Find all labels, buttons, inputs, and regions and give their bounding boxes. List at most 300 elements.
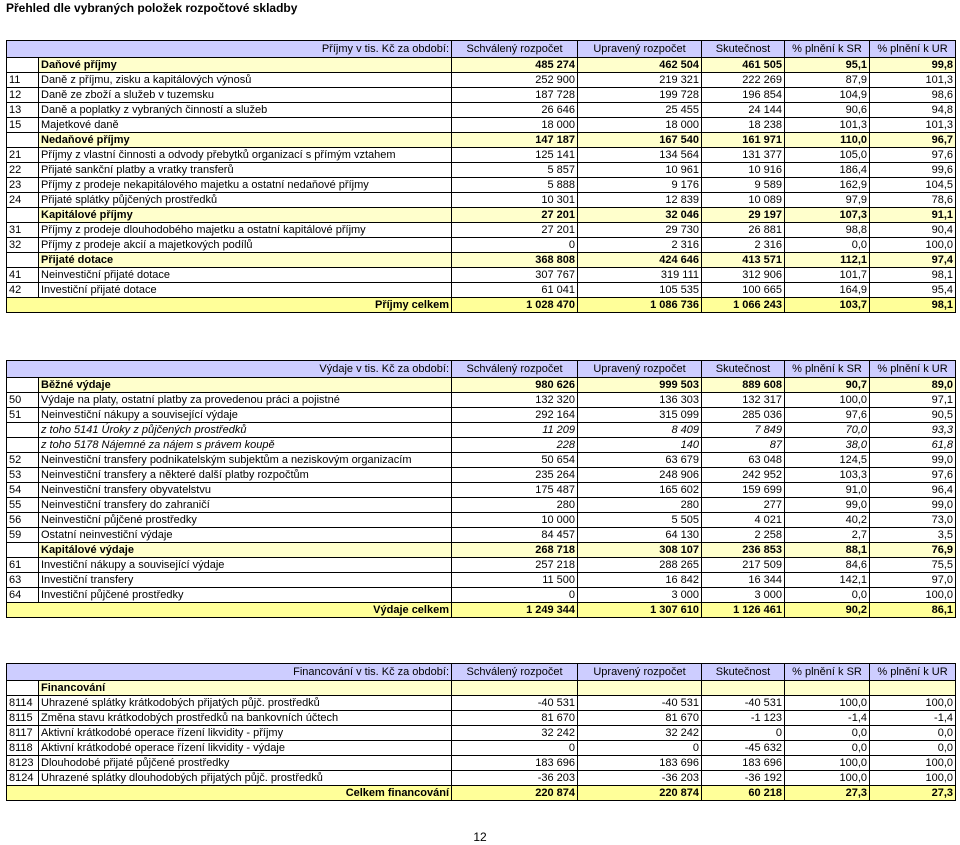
row-value: 308 107 bbox=[578, 543, 702, 558]
row-code: 32 bbox=[7, 238, 39, 253]
row-value: 100,0 bbox=[785, 393, 870, 408]
row-name: Běžné výdaje bbox=[39, 378, 452, 393]
row-value: 100,0 bbox=[785, 696, 870, 711]
column-header: Upravený rozpočet bbox=[578, 361, 702, 378]
row-value: 78,6 bbox=[870, 193, 956, 208]
subitem-row bbox=[7, 423, 956, 438]
row-name: z toho 5141 Úroky z půjčených prostředků bbox=[39, 423, 452, 438]
row-code bbox=[7, 681, 39, 696]
row-value: 7 849 bbox=[702, 423, 785, 438]
page-title: Přehled dle vybraných položek rozpočtové skladby bbox=[6, 1, 298, 15]
row-value: 2 316 bbox=[578, 238, 702, 253]
row-name: Příjmy z vlastní činnosti a odvody přebytků organizací s přímým vztahem bbox=[39, 148, 452, 163]
row-value: 76,9 bbox=[870, 543, 956, 558]
prijmy-section bbox=[6, 40, 955, 313]
row-code: 54 bbox=[7, 483, 39, 498]
row-value: 889 608 bbox=[702, 378, 785, 393]
row-value: 12 839 bbox=[578, 193, 702, 208]
row-value: 11 209 bbox=[452, 423, 578, 438]
row-value: 100,0 bbox=[785, 771, 870, 786]
row-value: 285 036 bbox=[702, 408, 785, 423]
row-value: 999 503 bbox=[578, 378, 702, 393]
total-value: 27,3 bbox=[785, 786, 870, 801]
row-name: Neinvestiční transfery do zahraničí bbox=[39, 498, 452, 513]
row-value: 2,7 bbox=[785, 528, 870, 543]
row-value: 4 021 bbox=[702, 513, 785, 528]
row-code bbox=[7, 423, 39, 438]
row-value: 40,2 bbox=[785, 513, 870, 528]
row-value: 0 bbox=[452, 588, 578, 603]
row-name: Majetkové daně bbox=[39, 118, 452, 133]
total-value: 98,1 bbox=[870, 298, 956, 313]
row-value: 87,9 bbox=[785, 73, 870, 88]
row-code: 51 bbox=[7, 408, 39, 423]
row-value: 147 187 bbox=[452, 133, 578, 148]
row-name: Aktivní krátkodobé operace řízení likvidity - příjmy bbox=[39, 726, 452, 741]
table-row bbox=[7, 393, 956, 408]
row-value: 319 111 bbox=[578, 268, 702, 283]
table-row bbox=[7, 513, 956, 528]
column-header: Schválený rozpočet bbox=[452, 664, 578, 681]
row-value: 94,8 bbox=[870, 103, 956, 118]
row-code bbox=[7, 208, 39, 223]
row-value: 100,0 bbox=[870, 696, 956, 711]
row-code: 42 bbox=[7, 283, 39, 298]
financovani-section bbox=[6, 663, 955, 801]
table-row bbox=[7, 468, 956, 483]
row-code bbox=[7, 133, 39, 148]
table-row bbox=[7, 771, 956, 786]
row-value: 199 728 bbox=[578, 88, 702, 103]
row-value: 90,6 bbox=[785, 103, 870, 118]
row-name: Uhrazené splátky krátkodobých přijatých půjč. prostředků bbox=[39, 696, 452, 711]
row-code: 22 bbox=[7, 163, 39, 178]
total-value: 1 249 344 bbox=[452, 603, 578, 618]
row-value: 97,6 bbox=[785, 408, 870, 423]
row-name: Investiční půjčené prostředky bbox=[39, 588, 452, 603]
column-header: Upravený rozpočet bbox=[578, 664, 702, 681]
row-value: 235 264 bbox=[452, 468, 578, 483]
row-name: Neinvestiční transfery obyvatelstvu bbox=[39, 483, 452, 498]
row-value: 105 535 bbox=[578, 283, 702, 298]
row-value: 5 888 bbox=[452, 178, 578, 193]
row-value: 84,6 bbox=[785, 558, 870, 573]
row-value: 131 377 bbox=[702, 148, 785, 163]
row-value: 186,4 bbox=[785, 163, 870, 178]
row-name: Přijaté sankční platby a vratky transferů bbox=[39, 163, 452, 178]
row-value: 10 301 bbox=[452, 193, 578, 208]
row-name: z toho 5178 Nájemné za nájem s právem koupě bbox=[39, 438, 452, 453]
row-code bbox=[7, 253, 39, 268]
row-value: 236 853 bbox=[702, 543, 785, 558]
row-value: 142,1 bbox=[785, 573, 870, 588]
row-name: Změna stavu krátkodobých prostředků na bankovních účtech bbox=[39, 711, 452, 726]
row-value bbox=[785, 681, 870, 696]
subitem-row bbox=[7, 438, 956, 453]
row-value: -40 531 bbox=[702, 696, 785, 711]
column-header: % plnění k SR bbox=[785, 41, 870, 58]
row-code: 12 bbox=[7, 88, 39, 103]
row-value: -40 531 bbox=[578, 696, 702, 711]
table-row bbox=[7, 711, 956, 726]
header-row bbox=[7, 664, 956, 681]
row-value: 63 679 bbox=[578, 453, 702, 468]
row-value: 0,0 bbox=[785, 588, 870, 603]
row-code: 55 bbox=[7, 498, 39, 513]
vydaje-section bbox=[6, 360, 955, 618]
financovani-table bbox=[6, 663, 956, 801]
row-value: 0 bbox=[452, 741, 578, 756]
row-value: 63 048 bbox=[702, 453, 785, 468]
header-label: Příjmy v tis. Kč za období: bbox=[7, 41, 452, 58]
row-value: 38,0 bbox=[785, 438, 870, 453]
row-value: 183 696 bbox=[702, 756, 785, 771]
row-value: 228 bbox=[452, 438, 578, 453]
row-code: 8114 bbox=[7, 696, 39, 711]
row-value: 101,3 bbox=[785, 118, 870, 133]
row-value: 2 258 bbox=[702, 528, 785, 543]
row-code: 24 bbox=[7, 193, 39, 208]
row-value: 16 344 bbox=[702, 573, 785, 588]
row-value: 97,6 bbox=[870, 148, 956, 163]
row-value: 132 317 bbox=[702, 393, 785, 408]
row-value: 100,0 bbox=[785, 756, 870, 771]
category-row bbox=[7, 378, 956, 393]
row-value: 16 842 bbox=[578, 573, 702, 588]
table-row bbox=[7, 88, 956, 103]
row-value: 161 971 bbox=[702, 133, 785, 148]
total-value: 27,3 bbox=[870, 786, 956, 801]
column-header: Skutečnost bbox=[702, 361, 785, 378]
row-name: Daně z příjmu, zisku a kapitálových výnosů bbox=[39, 73, 452, 88]
row-value: 8 409 bbox=[578, 423, 702, 438]
row-value: 26 881 bbox=[702, 223, 785, 238]
row-name: Investiční přijaté dotace bbox=[39, 283, 452, 298]
row-value: 100 665 bbox=[702, 283, 785, 298]
row-value: 96,7 bbox=[870, 133, 956, 148]
row-value: 175 487 bbox=[452, 483, 578, 498]
row-value: 5 857 bbox=[452, 163, 578, 178]
row-name: Financování bbox=[39, 681, 452, 696]
table-row bbox=[7, 118, 956, 133]
row-name: Daně ze zboží a služeb v tuzemsku bbox=[39, 88, 452, 103]
table-row bbox=[7, 588, 956, 603]
row-value: 187 728 bbox=[452, 88, 578, 103]
row-code: 8117 bbox=[7, 726, 39, 741]
row-value bbox=[578, 681, 702, 696]
row-value: 103,3 bbox=[785, 468, 870, 483]
row-value: 18 000 bbox=[452, 118, 578, 133]
row-value: 164,9 bbox=[785, 283, 870, 298]
header-label: Výdaje v tis. Kč za období: bbox=[7, 361, 452, 378]
total-row bbox=[7, 603, 956, 618]
row-value: 96,4 bbox=[870, 483, 956, 498]
row-value: 98,6 bbox=[870, 88, 956, 103]
row-value: 3 000 bbox=[578, 588, 702, 603]
row-name: Přijaté dotace bbox=[39, 253, 452, 268]
row-code bbox=[7, 438, 39, 453]
row-value: 280 bbox=[578, 498, 702, 513]
row-value: 0,0 bbox=[870, 741, 956, 756]
total-value: 1 086 736 bbox=[578, 298, 702, 313]
row-code: 64 bbox=[7, 588, 39, 603]
row-value: 252 900 bbox=[452, 73, 578, 88]
row-value: 485 274 bbox=[452, 58, 578, 73]
row-value: 10 000 bbox=[452, 513, 578, 528]
row-value: 87 bbox=[702, 438, 785, 453]
row-code bbox=[7, 378, 39, 393]
row-value: 280 bbox=[452, 498, 578, 513]
row-value: 461 505 bbox=[702, 58, 785, 73]
row-code bbox=[7, 58, 39, 73]
row-value: 99,6 bbox=[870, 163, 956, 178]
header-row bbox=[7, 361, 956, 378]
total-label: Výdaje celkem bbox=[7, 603, 452, 618]
table-row bbox=[7, 223, 956, 238]
row-value: 97,1 bbox=[870, 393, 956, 408]
row-code: 8115 bbox=[7, 711, 39, 726]
row-value: 217 509 bbox=[702, 558, 785, 573]
row-value: 32 242 bbox=[578, 726, 702, 741]
row-value: -36 203 bbox=[578, 771, 702, 786]
row-value: 5 505 bbox=[578, 513, 702, 528]
table-row bbox=[7, 528, 956, 543]
row-value: 100,0 bbox=[870, 771, 956, 786]
row-value: 98,8 bbox=[785, 223, 870, 238]
row-value: 91,0 bbox=[785, 483, 870, 498]
row-name: Neinvestiční nákupy a související výdaje bbox=[39, 408, 452, 423]
row-value: 167 540 bbox=[578, 133, 702, 148]
table-row bbox=[7, 453, 956, 468]
row-value: 10 961 bbox=[578, 163, 702, 178]
row-value: 64 130 bbox=[578, 528, 702, 543]
row-value: 0,0 bbox=[785, 238, 870, 253]
table-row bbox=[7, 726, 956, 741]
row-value: 11 500 bbox=[452, 573, 578, 588]
row-value: 307 767 bbox=[452, 268, 578, 283]
row-value: 292 164 bbox=[452, 408, 578, 423]
header-row bbox=[7, 41, 956, 58]
row-value: 0,0 bbox=[785, 726, 870, 741]
row-name: Uhrazené splátky dlouhodobých přijatých půjč. prostředků bbox=[39, 771, 452, 786]
row-value: 140 bbox=[578, 438, 702, 453]
row-value: 257 218 bbox=[452, 558, 578, 573]
table-row bbox=[7, 238, 956, 253]
total-value: 90,2 bbox=[785, 603, 870, 618]
row-value: -40 531 bbox=[452, 696, 578, 711]
row-value: 424 646 bbox=[578, 253, 702, 268]
row-value: 112,1 bbox=[785, 253, 870, 268]
total-value: 220 874 bbox=[578, 786, 702, 801]
column-header: Skutečnost bbox=[702, 41, 785, 58]
row-value: 248 906 bbox=[578, 468, 702, 483]
table-row bbox=[7, 73, 956, 88]
row-value: 101,3 bbox=[870, 73, 956, 88]
row-value: 27 201 bbox=[452, 208, 578, 223]
category-row bbox=[7, 681, 956, 696]
table-row bbox=[7, 483, 956, 498]
row-value: 0 bbox=[578, 741, 702, 756]
row-name: Přijaté splátky půjčených prostředků bbox=[39, 193, 452, 208]
row-value: 32 046 bbox=[578, 208, 702, 223]
column-header: % plnění k UR bbox=[870, 41, 956, 58]
category-row bbox=[7, 58, 956, 73]
page-number: 12 bbox=[473, 830, 487, 844]
row-name: Nedaňové příjmy bbox=[39, 133, 452, 148]
row-name: Dlouhodobé přijaté půjčené prostředky bbox=[39, 756, 452, 771]
row-name: Kapitálové výdaje bbox=[39, 543, 452, 558]
row-name: Daně a poplatky z vybraných činností a služeb bbox=[39, 103, 452, 118]
row-value: 462 504 bbox=[578, 58, 702, 73]
total-value: 1 126 461 bbox=[702, 603, 785, 618]
row-value: 10 916 bbox=[702, 163, 785, 178]
row-value: -36 192 bbox=[702, 771, 785, 786]
row-value: 97,4 bbox=[870, 253, 956, 268]
row-value: 2 316 bbox=[702, 238, 785, 253]
row-code: 56 bbox=[7, 513, 39, 528]
header-label: Financování v tis. Kč za období: bbox=[7, 664, 452, 681]
column-header: % plnění k SR bbox=[785, 361, 870, 378]
row-value: -45 632 bbox=[702, 741, 785, 756]
row-value: 107,3 bbox=[785, 208, 870, 223]
row-name: Příjmy z prodeje dlouhodobého majetku a ostatní kapitálové příjmy bbox=[39, 223, 452, 238]
row-value: 75,5 bbox=[870, 558, 956, 573]
row-name: Neinvestiční transfery podnikatelským subjektům a neziskovým organizacím bbox=[39, 453, 452, 468]
row-value: 29 730 bbox=[578, 223, 702, 238]
row-value: 50 654 bbox=[452, 453, 578, 468]
total-value: 60 218 bbox=[702, 786, 785, 801]
row-value: 99,0 bbox=[785, 498, 870, 513]
row-value bbox=[702, 681, 785, 696]
row-value: 0 bbox=[452, 238, 578, 253]
row-value: 24 144 bbox=[702, 103, 785, 118]
row-value: 132 320 bbox=[452, 393, 578, 408]
row-name: Investiční transfery bbox=[39, 573, 452, 588]
row-value: 183 696 bbox=[452, 756, 578, 771]
row-code: 8118 bbox=[7, 741, 39, 756]
row-value: 90,4 bbox=[870, 223, 956, 238]
row-value: 0,0 bbox=[785, 741, 870, 756]
row-value: -36 203 bbox=[452, 771, 578, 786]
row-value: 288 265 bbox=[578, 558, 702, 573]
row-value: 222 269 bbox=[702, 73, 785, 88]
row-code: 52 bbox=[7, 453, 39, 468]
row-value: 73,0 bbox=[870, 513, 956, 528]
row-value bbox=[452, 681, 578, 696]
column-header: Skutečnost bbox=[702, 664, 785, 681]
row-value: 27 201 bbox=[452, 223, 578, 238]
table-row bbox=[7, 498, 956, 513]
row-value: 219 321 bbox=[578, 73, 702, 88]
row-value: 9 176 bbox=[578, 178, 702, 193]
row-value: 97,6 bbox=[870, 468, 956, 483]
column-header: Schválený rozpočet bbox=[452, 41, 578, 58]
row-value: 101,7 bbox=[785, 268, 870, 283]
row-name: Kapitálové příjmy bbox=[39, 208, 452, 223]
row-value: 104,9 bbox=[785, 88, 870, 103]
total-label: Celkem financování bbox=[7, 786, 452, 801]
row-value: 101,3 bbox=[870, 118, 956, 133]
table-row bbox=[7, 178, 956, 193]
row-value: 99,0 bbox=[870, 498, 956, 513]
row-value: 91,1 bbox=[870, 208, 956, 223]
row-value: 165 602 bbox=[578, 483, 702, 498]
row-value: 81 670 bbox=[452, 711, 578, 726]
row-value: 242 952 bbox=[702, 468, 785, 483]
table-row bbox=[7, 283, 956, 298]
row-value: 0 bbox=[702, 726, 785, 741]
row-value: 3,5 bbox=[870, 528, 956, 543]
row-value: 268 718 bbox=[452, 543, 578, 558]
row-value: 90,5 bbox=[870, 408, 956, 423]
row-value: 99,8 bbox=[870, 58, 956, 73]
category-row bbox=[7, 208, 956, 223]
row-value: 0,0 bbox=[870, 726, 956, 741]
total-value: 86,1 bbox=[870, 603, 956, 618]
total-value: 1 066 243 bbox=[702, 298, 785, 313]
row-value: 89,0 bbox=[870, 378, 956, 393]
row-name: Příjmy z prodeje nekapitálového majetku a ostatní nedaňové příjmy bbox=[39, 178, 452, 193]
row-code: 15 bbox=[7, 118, 39, 133]
row-value: 100,0 bbox=[870, 756, 956, 771]
row-value: 61,8 bbox=[870, 438, 956, 453]
row-name: Výdaje na platy, ostatní platby za provedenou práci a pojistné bbox=[39, 393, 452, 408]
row-value: 97,9 bbox=[785, 193, 870, 208]
row-value: 315 099 bbox=[578, 408, 702, 423]
row-value: 32 242 bbox=[452, 726, 578, 741]
row-value: -1,4 bbox=[870, 711, 956, 726]
row-code: 8124 bbox=[7, 771, 39, 786]
row-value: 95,4 bbox=[870, 283, 956, 298]
column-header: % plnění k UR bbox=[870, 361, 956, 378]
row-value: 61 041 bbox=[452, 283, 578, 298]
row-value: 29 197 bbox=[702, 208, 785, 223]
row-code: 11 bbox=[7, 73, 39, 88]
category-row bbox=[7, 253, 956, 268]
row-name: Neinvestiční přijaté dotace bbox=[39, 268, 452, 283]
row-value: 312 906 bbox=[702, 268, 785, 283]
row-value: 88,1 bbox=[785, 543, 870, 558]
row-value: -1 123 bbox=[702, 711, 785, 726]
row-value: 93,3 bbox=[870, 423, 956, 438]
row-value: 159 699 bbox=[702, 483, 785, 498]
row-code: 13 bbox=[7, 103, 39, 118]
total-value: 220 874 bbox=[452, 786, 578, 801]
column-header: % plnění k SR bbox=[785, 664, 870, 681]
column-header: Upravený rozpočet bbox=[578, 41, 702, 58]
table-row bbox=[7, 193, 956, 208]
row-value: 84 457 bbox=[452, 528, 578, 543]
table-row bbox=[7, 558, 956, 573]
category-row bbox=[7, 543, 956, 558]
row-name: Neinvestiční transfery a některé další platby rozpočtům bbox=[39, 468, 452, 483]
row-value: 196 854 bbox=[702, 88, 785, 103]
row-value: 9 589 bbox=[702, 178, 785, 193]
total-row bbox=[7, 786, 956, 801]
row-code: 8123 bbox=[7, 756, 39, 771]
row-value: 277 bbox=[702, 498, 785, 513]
row-value: 413 571 bbox=[702, 253, 785, 268]
category-row bbox=[7, 133, 956, 148]
total-value: 103,7 bbox=[785, 298, 870, 313]
total-row bbox=[7, 298, 956, 313]
row-code: 59 bbox=[7, 528, 39, 543]
total-value: 1 307 610 bbox=[578, 603, 702, 618]
table-row bbox=[7, 696, 956, 711]
row-value: 18 238 bbox=[702, 118, 785, 133]
table-row bbox=[7, 268, 956, 283]
total-value: 1 028 470 bbox=[452, 298, 578, 313]
